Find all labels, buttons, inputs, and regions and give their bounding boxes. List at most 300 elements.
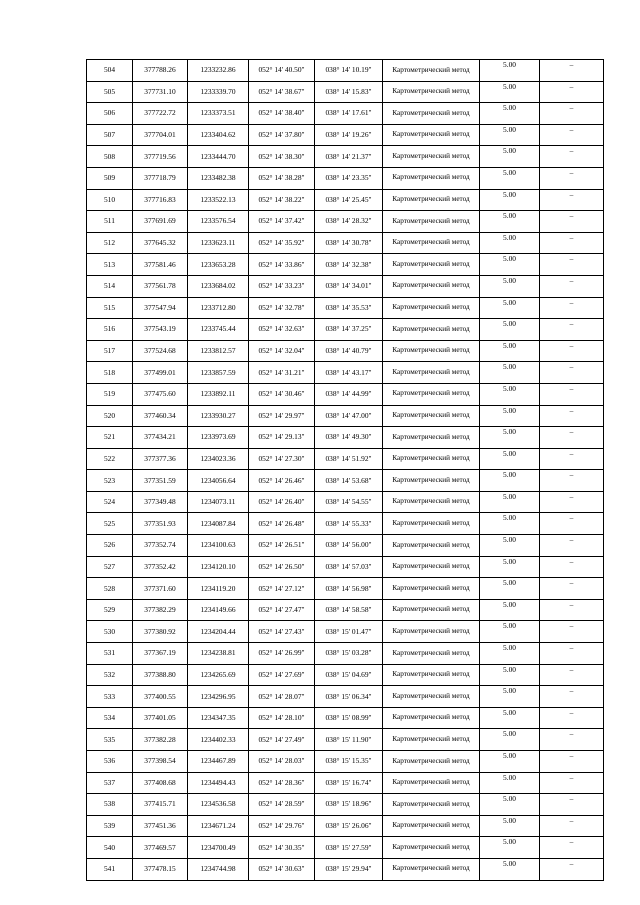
y-coordinate-cell: 1234023.36 bbox=[188, 448, 249, 470]
note-cell: – bbox=[540, 729, 604, 751]
note-cell: – bbox=[540, 448, 604, 470]
point-number-cell: 528 bbox=[87, 578, 133, 600]
table-row bbox=[87, 643, 604, 665]
method-cell: Картометрический метод bbox=[383, 621, 480, 643]
longitude-cell: 038° 15' 18.96" bbox=[315, 794, 383, 816]
accuracy-cell: 5.00 bbox=[480, 81, 540, 103]
method-cell: Картометрический метод bbox=[383, 297, 480, 319]
method-cell: Картометрический метод bbox=[383, 448, 480, 470]
point-number-cell: 531 bbox=[87, 643, 133, 665]
table-row bbox=[87, 167, 604, 189]
y-coordinate-cell: 1233623.11 bbox=[188, 232, 249, 254]
note-cell: – bbox=[540, 427, 604, 449]
note-cell: – bbox=[540, 81, 604, 103]
y-coordinate-cell: 1233684.02 bbox=[188, 275, 249, 297]
table-row bbox=[87, 405, 604, 427]
point-number-cell: 517 bbox=[87, 340, 133, 362]
longitude-cell: 038° 14' 35.53" bbox=[315, 297, 383, 319]
table-row bbox=[87, 513, 604, 535]
point-number-cell: 532 bbox=[87, 664, 133, 686]
method-cell: Картометрический метод bbox=[383, 837, 480, 859]
method-cell: Картометрический метод bbox=[383, 643, 480, 665]
point-number-cell: 513 bbox=[87, 254, 133, 276]
accuracy-cell: 5.00 bbox=[480, 319, 540, 341]
latitude-cell: 052° 14' 30.35" bbox=[249, 837, 315, 859]
method-cell: Картометрический метод bbox=[383, 340, 480, 362]
latitude-cell: 052° 14' 29.97" bbox=[249, 405, 315, 427]
table-row bbox=[87, 211, 604, 233]
longitude-cell: 038° 14' 54.55" bbox=[315, 491, 383, 513]
x-coordinate-cell: 377722.72 bbox=[133, 103, 188, 125]
note-cell: – bbox=[540, 751, 604, 773]
x-coordinate-cell: 377704.01 bbox=[133, 124, 188, 146]
x-coordinate-cell: 377380.92 bbox=[133, 621, 188, 643]
method-cell: Картометрический метод bbox=[383, 232, 480, 254]
accuracy-cell: 5.00 bbox=[480, 383, 540, 405]
accuracy-cell: 5.00 bbox=[480, 470, 540, 492]
point-number-cell: 508 bbox=[87, 146, 133, 168]
x-coordinate-cell: 377645.32 bbox=[133, 232, 188, 254]
method-cell: Картометрический метод bbox=[383, 491, 480, 513]
method-cell: Картометрический метод bbox=[383, 707, 480, 729]
table-row bbox=[87, 60, 604, 82]
point-number-cell: 525 bbox=[87, 513, 133, 535]
point-number-cell: 505 bbox=[87, 81, 133, 103]
note-cell: – bbox=[540, 254, 604, 276]
point-number-cell: 527 bbox=[87, 556, 133, 578]
y-coordinate-cell: 1233892.11 bbox=[188, 383, 249, 405]
note-cell: – bbox=[540, 189, 604, 211]
longitude-cell: 038° 14' 15.83" bbox=[315, 81, 383, 103]
table-row bbox=[87, 383, 604, 405]
y-coordinate-cell: 1234073.11 bbox=[188, 491, 249, 513]
accuracy-cell: 5.00 bbox=[480, 751, 540, 773]
y-coordinate-cell: 1234744.98 bbox=[188, 858, 249, 880]
x-coordinate-cell: 377400.55 bbox=[133, 686, 188, 708]
latitude-cell: 052° 14' 30.46" bbox=[249, 383, 315, 405]
latitude-cell: 052° 14' 27.47" bbox=[249, 599, 315, 621]
point-number-cell: 520 bbox=[87, 405, 133, 427]
point-number-cell: 519 bbox=[87, 383, 133, 405]
latitude-cell: 052° 14' 38.67" bbox=[249, 81, 315, 103]
y-coordinate-cell: 1233653.28 bbox=[188, 254, 249, 276]
table-row bbox=[87, 858, 604, 880]
table-row bbox=[87, 837, 604, 859]
point-number-cell: 523 bbox=[87, 470, 133, 492]
x-coordinate-cell: 377415.71 bbox=[133, 794, 188, 816]
table-row bbox=[87, 491, 604, 513]
x-coordinate-cell: 377401.05 bbox=[133, 707, 188, 729]
x-coordinate-cell: 377547.94 bbox=[133, 297, 188, 319]
y-coordinate-cell: 1234671.24 bbox=[188, 815, 249, 837]
longitude-cell: 038° 14' 17.61" bbox=[315, 103, 383, 125]
y-coordinate-cell: 1234204.44 bbox=[188, 621, 249, 643]
y-coordinate-cell: 1234238.81 bbox=[188, 643, 249, 665]
x-coordinate-cell: 377434.21 bbox=[133, 427, 188, 449]
point-number-cell: 514 bbox=[87, 275, 133, 297]
point-number-cell: 533 bbox=[87, 686, 133, 708]
point-number-cell: 518 bbox=[87, 362, 133, 384]
note-cell: – bbox=[540, 664, 604, 686]
method-cell: Картометрический метод bbox=[383, 794, 480, 816]
method-cell: Картометрический метод bbox=[383, 772, 480, 794]
y-coordinate-cell: 1234347.35 bbox=[188, 707, 249, 729]
latitude-cell: 052° 14' 27.49" bbox=[249, 729, 315, 751]
note-cell: – bbox=[540, 837, 604, 859]
method-cell: Картометрический метод bbox=[383, 664, 480, 686]
y-coordinate-cell: 1233712.80 bbox=[188, 297, 249, 319]
longitude-cell: 038° 15' 08.99" bbox=[315, 707, 383, 729]
method-cell: Картометрический метод bbox=[383, 124, 480, 146]
latitude-cell: 052° 14' 38.30" bbox=[249, 146, 315, 168]
point-number-cell: 529 bbox=[87, 599, 133, 621]
latitude-cell: 052° 14' 38.28" bbox=[249, 167, 315, 189]
note-cell: – bbox=[540, 556, 604, 578]
latitude-cell: 052° 14' 28.36" bbox=[249, 772, 315, 794]
latitude-cell: 052° 14' 40.50" bbox=[249, 60, 315, 82]
x-coordinate-cell: 377469.57 bbox=[133, 837, 188, 859]
latitude-cell: 052° 14' 27.43" bbox=[249, 621, 315, 643]
x-coordinate-cell: 377475.60 bbox=[133, 383, 188, 405]
x-coordinate-cell: 377408.68 bbox=[133, 772, 188, 794]
accuracy-cell: 5.00 bbox=[480, 815, 540, 837]
coordinates-table-body bbox=[87, 60, 604, 881]
longitude-cell: 038° 15' 16.74" bbox=[315, 772, 383, 794]
method-cell: Картометрический метод bbox=[383, 751, 480, 773]
note-cell: – bbox=[540, 383, 604, 405]
accuracy-cell: 5.00 bbox=[480, 729, 540, 751]
method-cell: Картометрический метод bbox=[383, 103, 480, 125]
y-coordinate-cell: 1233444.70 bbox=[188, 146, 249, 168]
x-coordinate-cell: 377451.36 bbox=[133, 815, 188, 837]
longitude-cell: 038° 15' 27.59" bbox=[315, 837, 383, 859]
table-row bbox=[87, 427, 604, 449]
x-coordinate-cell: 377367.19 bbox=[133, 643, 188, 665]
method-cell: Картометрический метод bbox=[383, 686, 480, 708]
method-cell: Картометрический метод bbox=[383, 254, 480, 276]
x-coordinate-cell: 377352.42 bbox=[133, 556, 188, 578]
y-coordinate-cell: 1233812.57 bbox=[188, 340, 249, 362]
longitude-cell: 038° 14' 19.26" bbox=[315, 124, 383, 146]
accuracy-cell: 5.00 bbox=[480, 686, 540, 708]
method-cell: Картометрический метод bbox=[383, 275, 480, 297]
y-coordinate-cell: 1233745.44 bbox=[188, 319, 249, 341]
latitude-cell: 052° 14' 37.42" bbox=[249, 211, 315, 233]
table-row bbox=[87, 81, 604, 103]
y-coordinate-cell: 1233339.70 bbox=[188, 81, 249, 103]
note-cell: – bbox=[540, 686, 604, 708]
note-cell: – bbox=[540, 167, 604, 189]
longitude-cell: 038° 14' 56.98" bbox=[315, 578, 383, 600]
accuracy-cell: 5.00 bbox=[480, 340, 540, 362]
point-number-cell: 530 bbox=[87, 621, 133, 643]
x-coordinate-cell: 377691.69 bbox=[133, 211, 188, 233]
table-row bbox=[87, 103, 604, 125]
point-number-cell: 516 bbox=[87, 319, 133, 341]
y-coordinate-cell: 1233373.51 bbox=[188, 103, 249, 125]
method-cell: Картометрический метод bbox=[383, 470, 480, 492]
accuracy-cell: 5.00 bbox=[480, 427, 540, 449]
latitude-cell: 052° 14' 28.07" bbox=[249, 686, 315, 708]
longitude-cell: 038° 15' 26.06" bbox=[315, 815, 383, 837]
latitude-cell: 052° 14' 30.63" bbox=[249, 858, 315, 880]
longitude-cell: 038° 14' 47.00" bbox=[315, 405, 383, 427]
table-row bbox=[87, 340, 604, 362]
accuracy-cell: 5.00 bbox=[480, 254, 540, 276]
latitude-cell: 052° 14' 33.86" bbox=[249, 254, 315, 276]
table-row bbox=[87, 319, 604, 341]
y-coordinate-cell: 1234700.49 bbox=[188, 837, 249, 859]
table-row bbox=[87, 751, 604, 773]
longitude-cell: 038° 15' 06.34" bbox=[315, 686, 383, 708]
latitude-cell: 052° 14' 28.59" bbox=[249, 794, 315, 816]
y-coordinate-cell: 1234296.95 bbox=[188, 686, 249, 708]
accuracy-cell: 5.00 bbox=[480, 362, 540, 384]
x-coordinate-cell: 377719.56 bbox=[133, 146, 188, 168]
method-cell: Картометрический метод bbox=[383, 167, 480, 189]
point-number-cell: 524 bbox=[87, 491, 133, 513]
latitude-cell: 052° 14' 32.04" bbox=[249, 340, 315, 362]
y-coordinate-cell: 1233482.38 bbox=[188, 167, 249, 189]
point-number-cell: 541 bbox=[87, 858, 133, 880]
y-coordinate-cell: 1233973.69 bbox=[188, 427, 249, 449]
table-row bbox=[87, 362, 604, 384]
longitude-cell: 038° 14' 55.33" bbox=[315, 513, 383, 535]
note-cell: – bbox=[540, 340, 604, 362]
method-cell: Картометрический метод bbox=[383, 535, 480, 557]
y-coordinate-cell: 1234120.10 bbox=[188, 556, 249, 578]
accuracy-cell: 5.00 bbox=[480, 124, 540, 146]
longitude-cell: 038° 14' 34.01" bbox=[315, 275, 383, 297]
point-number-cell: 539 bbox=[87, 815, 133, 837]
latitude-cell: 052° 14' 27.69" bbox=[249, 664, 315, 686]
note-cell: – bbox=[540, 535, 604, 557]
accuracy-cell: 5.00 bbox=[480, 707, 540, 729]
note-cell: – bbox=[540, 772, 604, 794]
x-coordinate-cell: 377382.29 bbox=[133, 599, 188, 621]
table-row bbox=[87, 535, 604, 557]
x-coordinate-cell: 377543.19 bbox=[133, 319, 188, 341]
point-number-cell: 512 bbox=[87, 232, 133, 254]
point-number-cell: 509 bbox=[87, 167, 133, 189]
point-number-cell: 526 bbox=[87, 535, 133, 557]
y-coordinate-cell: 1233930.27 bbox=[188, 405, 249, 427]
note-cell: – bbox=[540, 578, 604, 600]
accuracy-cell: 5.00 bbox=[480, 664, 540, 686]
method-cell: Картометрический метод bbox=[383, 815, 480, 837]
note-cell: – bbox=[540, 707, 604, 729]
table-row bbox=[87, 599, 604, 621]
y-coordinate-cell: 1233522.13 bbox=[188, 189, 249, 211]
accuracy-cell: 5.00 bbox=[480, 578, 540, 600]
point-number-cell: 506 bbox=[87, 103, 133, 125]
x-coordinate-cell: 377731.10 bbox=[133, 81, 188, 103]
method-cell: Картометрический метод bbox=[383, 319, 480, 341]
note-cell: – bbox=[540, 146, 604, 168]
accuracy-cell: 5.00 bbox=[480, 643, 540, 665]
point-number-cell: 521 bbox=[87, 427, 133, 449]
note-cell: – bbox=[540, 643, 604, 665]
method-cell: Картометрический метод bbox=[383, 578, 480, 600]
accuracy-cell: 5.00 bbox=[480, 621, 540, 643]
point-number-cell: 538 bbox=[87, 794, 133, 816]
y-coordinate-cell: 1234119.20 bbox=[188, 578, 249, 600]
table-row bbox=[87, 794, 604, 816]
latitude-cell: 052° 14' 26.48" bbox=[249, 513, 315, 535]
note-cell: – bbox=[540, 491, 604, 513]
method-cell: Картометрический метод bbox=[383, 146, 480, 168]
method-cell: Картометрический метод bbox=[383, 513, 480, 535]
latitude-cell: 052° 14' 27.12" bbox=[249, 578, 315, 600]
point-number-cell: 537 bbox=[87, 772, 133, 794]
longitude-cell: 038° 14' 37.25" bbox=[315, 319, 383, 341]
latitude-cell: 052° 14' 32.63" bbox=[249, 319, 315, 341]
latitude-cell: 052° 14' 38.22" bbox=[249, 189, 315, 211]
point-number-cell: 504 bbox=[87, 60, 133, 82]
latitude-cell: 052° 14' 33.23" bbox=[249, 275, 315, 297]
note-cell: – bbox=[540, 232, 604, 254]
latitude-cell: 052° 14' 31.21" bbox=[249, 362, 315, 384]
method-cell: Картометрический метод bbox=[383, 405, 480, 427]
table-row bbox=[87, 189, 604, 211]
latitude-cell: 052° 14' 28.10" bbox=[249, 707, 315, 729]
accuracy-cell: 5.00 bbox=[480, 535, 540, 557]
x-coordinate-cell: 377349.48 bbox=[133, 491, 188, 513]
accuracy-cell: 5.00 bbox=[480, 275, 540, 297]
longitude-cell: 038° 14' 58.58" bbox=[315, 599, 383, 621]
method-cell: Картометрический метод bbox=[383, 60, 480, 82]
note-cell: – bbox=[540, 513, 604, 535]
note-cell: – bbox=[540, 211, 604, 233]
latitude-cell: 052° 14' 38.40" bbox=[249, 103, 315, 125]
latitude-cell: 052° 14' 26.40" bbox=[249, 491, 315, 513]
longitude-cell: 038° 14' 44.99" bbox=[315, 383, 383, 405]
method-cell: Картометрический метод bbox=[383, 189, 480, 211]
longitude-cell: 038° 14' 25.45" bbox=[315, 189, 383, 211]
latitude-cell: 052° 14' 26.46" bbox=[249, 470, 315, 492]
x-coordinate-cell: 377524.68 bbox=[133, 340, 188, 362]
longitude-cell: 038° 14' 30.78" bbox=[315, 232, 383, 254]
note-cell: – bbox=[540, 319, 604, 341]
accuracy-cell: 5.00 bbox=[480, 232, 540, 254]
accuracy-cell: 5.00 bbox=[480, 146, 540, 168]
method-cell: Картометрический метод bbox=[383, 362, 480, 384]
accuracy-cell: 5.00 bbox=[480, 794, 540, 816]
table-row bbox=[87, 146, 604, 168]
table-row bbox=[87, 124, 604, 146]
y-coordinate-cell: 1233576.54 bbox=[188, 211, 249, 233]
y-coordinate-cell: 1233404.62 bbox=[188, 124, 249, 146]
y-coordinate-cell: 1234467.89 bbox=[188, 751, 249, 773]
note-cell: – bbox=[540, 297, 604, 319]
note-cell: – bbox=[540, 794, 604, 816]
note-cell: – bbox=[540, 103, 604, 125]
note-cell: – bbox=[540, 815, 604, 837]
accuracy-cell: 5.00 bbox=[480, 167, 540, 189]
latitude-cell: 052° 14' 26.51" bbox=[249, 535, 315, 557]
x-coordinate-cell: 377388.80 bbox=[133, 664, 188, 686]
point-number-cell: 535 bbox=[87, 729, 133, 751]
note-cell: – bbox=[540, 470, 604, 492]
table-row bbox=[87, 448, 604, 470]
latitude-cell: 052° 14' 27.30" bbox=[249, 448, 315, 470]
x-coordinate-cell: 377352.74 bbox=[133, 535, 188, 557]
x-coordinate-cell: 377382.28 bbox=[133, 729, 188, 751]
longitude-cell: 038° 14' 57.03" bbox=[315, 556, 383, 578]
longitude-cell: 038° 15' 29.94" bbox=[315, 858, 383, 880]
longitude-cell: 038° 15' 03.28" bbox=[315, 643, 383, 665]
longitude-cell: 038° 14' 32.38" bbox=[315, 254, 383, 276]
latitude-cell: 052° 14' 26.50" bbox=[249, 556, 315, 578]
point-number-cell: 540 bbox=[87, 837, 133, 859]
x-coordinate-cell: 377716.83 bbox=[133, 189, 188, 211]
latitude-cell: 052° 14' 32.78" bbox=[249, 297, 315, 319]
method-cell: Картометрический метод bbox=[383, 858, 480, 880]
x-coordinate-cell: 377351.93 bbox=[133, 513, 188, 535]
longitude-cell: 038° 14' 49.30" bbox=[315, 427, 383, 449]
x-coordinate-cell: 377478.15 bbox=[133, 858, 188, 880]
method-cell: Картометрический метод bbox=[383, 211, 480, 233]
longitude-cell: 038° 14' 43.17" bbox=[315, 362, 383, 384]
accuracy-cell: 5.00 bbox=[480, 858, 540, 880]
y-coordinate-cell: 1233857.59 bbox=[188, 362, 249, 384]
method-cell: Картометрический метод bbox=[383, 556, 480, 578]
x-coordinate-cell: 377398.54 bbox=[133, 751, 188, 773]
y-coordinate-cell: 1234100.63 bbox=[188, 535, 249, 557]
latitude-cell: 052° 14' 37.80" bbox=[249, 124, 315, 146]
table-row bbox=[87, 686, 604, 708]
point-number-cell: 510 bbox=[87, 189, 133, 211]
accuracy-cell: 5.00 bbox=[480, 513, 540, 535]
longitude-cell: 038° 14' 51.92" bbox=[315, 448, 383, 470]
method-cell: Картометрический метод bbox=[383, 383, 480, 405]
longitude-cell: 038° 14' 40.79" bbox=[315, 340, 383, 362]
coordinates-table bbox=[86, 59, 604, 881]
longitude-cell: 038° 14' 53.68" bbox=[315, 470, 383, 492]
accuracy-cell: 5.00 bbox=[480, 772, 540, 794]
latitude-cell: 052° 14' 35.92" bbox=[249, 232, 315, 254]
accuracy-cell: 5.00 bbox=[480, 297, 540, 319]
table-row bbox=[87, 772, 604, 794]
latitude-cell: 052° 14' 26.99" bbox=[249, 643, 315, 665]
accuracy-cell: 5.00 bbox=[480, 189, 540, 211]
longitude-cell: 038° 14' 10.19" bbox=[315, 60, 383, 82]
y-coordinate-cell: 1234087.84 bbox=[188, 513, 249, 535]
accuracy-cell: 5.00 bbox=[480, 103, 540, 125]
table-row bbox=[87, 578, 604, 600]
point-number-cell: 507 bbox=[87, 124, 133, 146]
accuracy-cell: 5.00 bbox=[480, 448, 540, 470]
note-cell: – bbox=[540, 405, 604, 427]
y-coordinate-cell: 1234149.66 bbox=[188, 599, 249, 621]
x-coordinate-cell: 377460.34 bbox=[133, 405, 188, 427]
x-coordinate-cell: 377788.26 bbox=[133, 60, 188, 82]
y-coordinate-cell: 1234494.43 bbox=[188, 772, 249, 794]
note-cell: – bbox=[540, 275, 604, 297]
longitude-cell: 038° 14' 28.32" bbox=[315, 211, 383, 233]
note-cell: – bbox=[540, 599, 604, 621]
x-coordinate-cell: 377371.60 bbox=[133, 578, 188, 600]
y-coordinate-cell: 1234536.58 bbox=[188, 794, 249, 816]
point-number-cell: 534 bbox=[87, 707, 133, 729]
y-coordinate-cell: 1233232.86 bbox=[188, 60, 249, 82]
note-cell: – bbox=[540, 621, 604, 643]
note-cell: – bbox=[540, 60, 604, 82]
accuracy-cell: 5.00 bbox=[480, 211, 540, 233]
accuracy-cell: 5.00 bbox=[480, 405, 540, 427]
longitude-cell: 038° 14' 21.37" bbox=[315, 146, 383, 168]
method-cell: Картометрический метод bbox=[383, 427, 480, 449]
